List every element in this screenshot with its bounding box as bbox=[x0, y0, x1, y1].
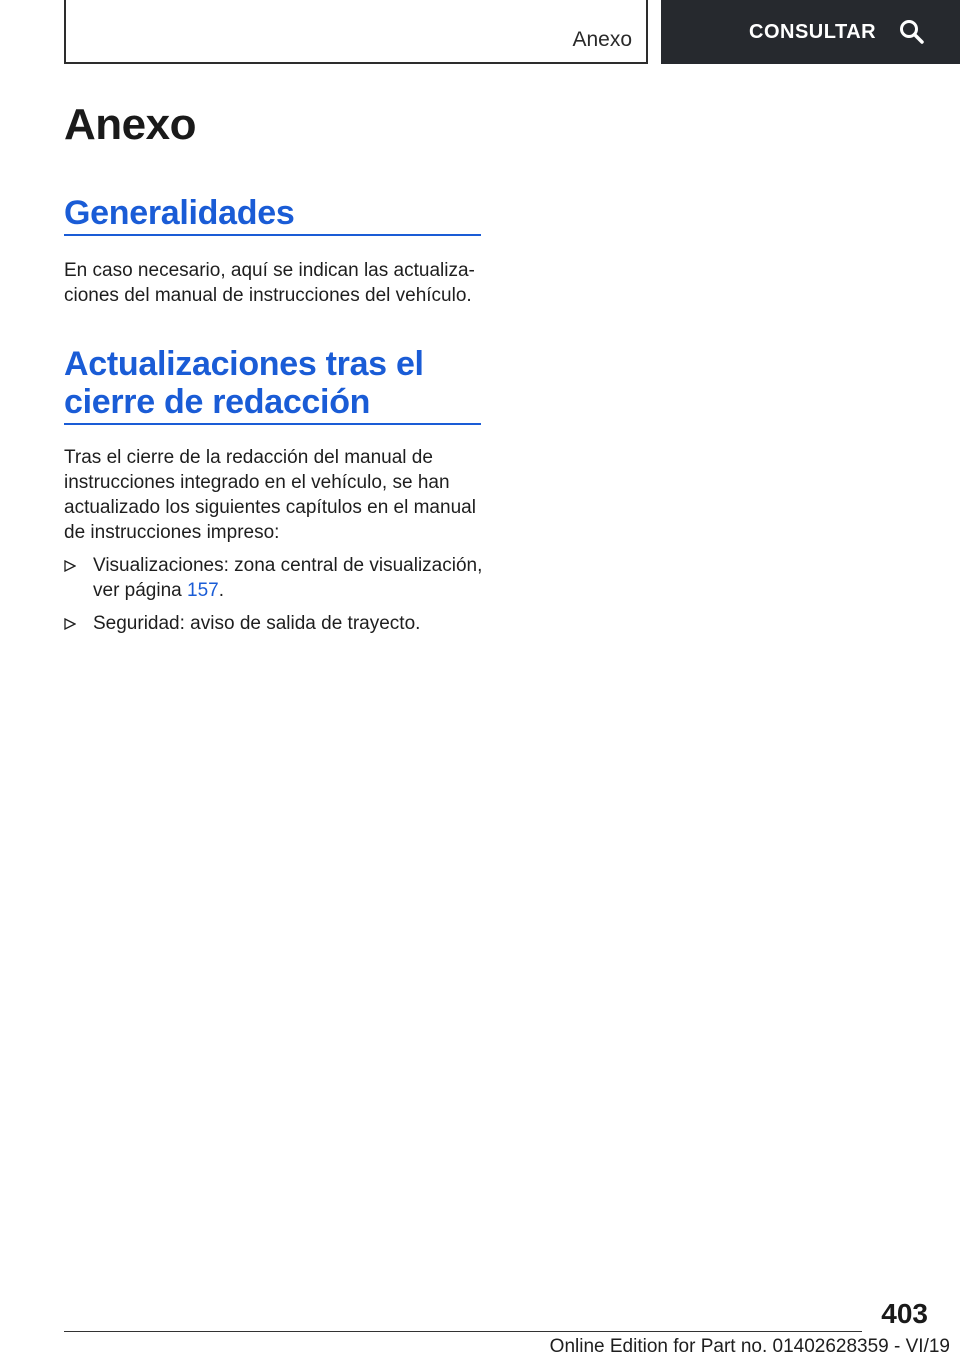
page-reference-link[interactable]: 157 bbox=[187, 580, 219, 601]
list-item bbox=[64, 611, 484, 636]
section-paragraph: Tras el cierre de la redacción del manual de instrucciones integrado en el vehículo, se han actualizado los siguientes capítulos en el manual de instrucciones impreso: bbox=[64, 447, 476, 543]
footer-edition: Online Edition for Part no. 01402628359 - VI/19 bbox=[549, 1336, 950, 1357]
section-divider bbox=[64, 423, 481, 425]
list-item-suffix: . bbox=[218, 580, 224, 601]
consult-label: CONSULTAR bbox=[749, 20, 877, 43]
header-section-box bbox=[64, 0, 648, 64]
page-number: 403 bbox=[881, 1298, 928, 1329]
list-item-text: Visualizaciones: zona central de visualización, ver página bbox=[93, 555, 483, 601]
section-heading-generalidades: Generalidades bbox=[64, 194, 295, 232]
triangle-bullet-icon bbox=[64, 560, 76, 572]
consult-button[interactable] bbox=[661, 0, 960, 64]
section-heading-actualizaciones bbox=[64, 345, 481, 421]
footer-divider bbox=[64, 1331, 862, 1332]
list-item bbox=[64, 553, 484, 603]
heading-line: cierre de redacción bbox=[64, 383, 371, 421]
update-list bbox=[64, 553, 484, 644]
triangle-bullet-icon bbox=[64, 618, 76, 630]
heading-line: Actualizaciones tras el bbox=[64, 345, 424, 383]
list-item-text: Seguridad: aviso de salida de trayecto. bbox=[93, 613, 421, 634]
section-paragraph: En caso necesario, aquí se indican las actualiza-ciones del manual de instrucciones del vehículo. bbox=[64, 260, 475, 306]
header-section-label: Anexo bbox=[572, 28, 632, 51]
section-divider bbox=[64, 234, 481, 236]
page-title: Anexo bbox=[64, 100, 196, 149]
search-icon bbox=[898, 18, 926, 46]
